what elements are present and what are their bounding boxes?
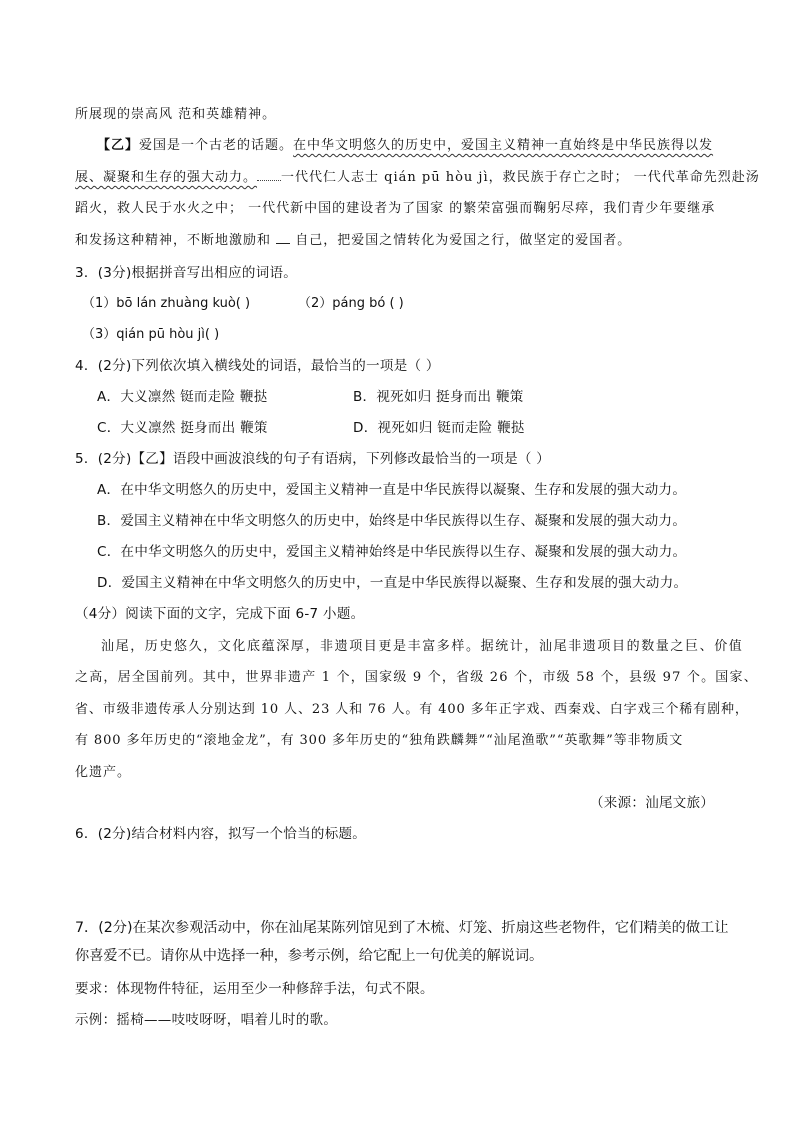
passage-yi-label: 【乙】 bbox=[97, 138, 140, 153]
q4-option-d: D．视死如归 铤而走险 鞭挞 bbox=[353, 420, 525, 436]
q5-option-a: A．在中华文明悠久的历史中，爱国主义精神一直是中华民族得以凝聚、生存和发展的强大动力。 bbox=[97, 482, 687, 498]
reading-source: （来源：汕尾文旅） bbox=[590, 795, 715, 811]
reading-line-3: 省、市级非遗传承人分别达到 10 人、23 人和 76 人。有 400 多年正字戏、西秦戏、白字戏三个稀有剧种， bbox=[75, 702, 749, 717]
q7-stem-line-2: 你喜爱不已。请你从中选择一种，参考示例，给它配上一句优美的解说词。 bbox=[75, 948, 544, 964]
passage-yi-line-4 bbox=[75, 229, 631, 248]
q4-option-a: A．大义凛然 铤而走险 鞭挞 bbox=[97, 389, 268, 405]
reading-line-5: 化遗产。 bbox=[75, 765, 132, 780]
q3-stem: 3．(3分)根据拼音写出相应的词语。 bbox=[75, 265, 298, 281]
passage-yi-line-2-rest: 一代代仁人志士 qián pū hòu jì，救民族于存亡之时； 一代代革命先烈赴汤 bbox=[281, 170, 760, 185]
reading-line-4: 有 800 多年历史的“滚地金龙”，有 300 多年历史的“独角跌麟舞”“汕尾渔歌”“英歌舞”等非物质文 bbox=[75, 733, 684, 748]
carryover-text: 所展现的崇高风 范和英雄精神。 bbox=[75, 107, 277, 122]
passage-yi-line-1 bbox=[97, 134, 713, 153]
q5-option-c: C．在中华文明悠久的历史中，爱国主义精神始终是中华民族得以生存、凝聚和发展的强大动力。 bbox=[97, 544, 687, 560]
q3-item-1: （1）bō lán zhuàng kuò( ) bbox=[82, 296, 251, 311]
reading-intro: （4分）阅读下面的文字，完成下面 6-7 小题。 bbox=[75, 606, 365, 622]
q6-stem: 6．(2分)结合材料内容，拟写一个恰当的标题。 bbox=[75, 826, 367, 842]
q7-example: 示例：摇椅——吱吱呀呀，唱着儿时的歌。 bbox=[75, 1012, 338, 1028]
passage-yi-line-2 bbox=[75, 166, 760, 185]
q6-answer-space[interactable] bbox=[75, 850, 715, 910]
wavy-sentence-part-2: 展、凝聚和生存的强大动力。 bbox=[75, 170, 258, 185]
passage-yi-line-4a: 和发扬这种精神，不断地激励和 bbox=[75, 233, 272, 248]
q7-stem-line-1: 7．(2分)在某次参观活动中，你在汕尾某陈列馆见到了木梳、灯笼、折扇这些老物件，它们精美的做工让 bbox=[75, 920, 729, 936]
blank-1 bbox=[257, 180, 281, 181]
q4-option-b: B．视死如归 挺身而出 鞭策 bbox=[353, 389, 524, 405]
reading-line-1: 汕尾，历史悠久，文化底蕴深厚，非遗项目更是丰富多样。据统计，汕尾非遗项目的数量之巨、价值 bbox=[101, 639, 744, 654]
q5-option-b: B．爱国主义精神在中华文明悠久的历史中，始终是中华民族得以生存、凝聚和发展的强大动力。 bbox=[97, 513, 687, 529]
blank-2 bbox=[276, 243, 290, 244]
passage-yi-intro: 爱国是一个古老的话题。 bbox=[139, 138, 294, 153]
q5-stem: 5．(2分)【乙】语段中画波浪线的句子有语病，下列修改最恰当的一项是（ ） bbox=[75, 451, 551, 467]
q4-option-c: C．大义凛然 挺身而出 鞭策 bbox=[97, 420, 268, 436]
q3-item-3: （3）qián pū hòu jì( ) bbox=[82, 327, 220, 342]
q7-requirement: 要求：体现物件特征，运用至少一种修辞手法，句式不限。 bbox=[75, 981, 434, 997]
q5-option-d: D．爱国主义精神在中华文明悠久的历史中，一直是中华民族得以凝聚、生存和发展的强大动力。 bbox=[97, 575, 688, 591]
reading-line-2: 之高，居全国前列。其中，世界非遗产 1 个，国家级 9 个，省级 26 个，市级 58 个，县级 97 个。国家、 bbox=[75, 670, 758, 685]
q3-item-2: （2）páng bó ( ) bbox=[298, 296, 404, 311]
passage-yi-line-4b: 自己，把爱国之情转化为爱国之行，做坚定的爱国者。 bbox=[295, 233, 632, 248]
q4-stem: 4．(2分)下列依次填入横线处的词语，最恰当的一项是（ ） bbox=[75, 358, 440, 374]
passage-yi-line-3: 蹈火，救人民于水火之中； 一代代新中国的建设者为了国家 的繁荣富强而鞠躬尽瘁，我们青少年要继承 bbox=[75, 201, 716, 216]
wavy-sentence-part-1: 在中华文明悠久的历史中，爱国主义精神一直始终是中华民族得以发 bbox=[293, 138, 714, 153]
